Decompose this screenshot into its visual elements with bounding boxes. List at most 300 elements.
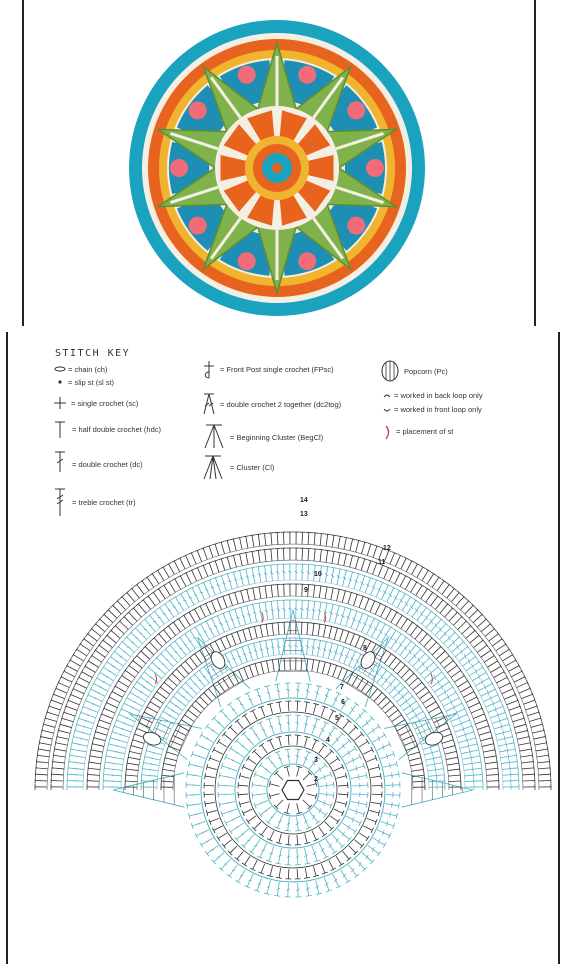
stitch-top	[182, 632, 187, 635]
stitch-top	[466, 678, 469, 683]
stitch-post	[523, 774, 535, 775]
key-item-sc	[54, 397, 139, 409]
double-crochet-icon	[55, 452, 65, 472]
stitch-top	[197, 668, 202, 672]
stitch-slash	[211, 587, 214, 588]
stitch-post	[535, 743, 547, 745]
stitch-post	[477, 619, 486, 627]
stitch-post	[375, 647, 381, 657]
stitch-post	[133, 740, 144, 744]
stitch-post	[328, 664, 331, 675]
stitch-slash	[194, 775, 195, 777]
stitch-post	[440, 604, 448, 613]
stitch-post	[336, 802, 346, 805]
stitch-post	[169, 564, 175, 575]
stitch-post	[153, 592, 160, 602]
stitch-slash	[321, 728, 324, 732]
stitch-post	[338, 785, 348, 786]
stitch-top	[101, 638, 105, 643]
stitch-post	[92, 744, 104, 747]
stitch-top	[440, 598, 445, 602]
stitch-post	[147, 577, 154, 587]
stitch-post	[175, 579, 181, 589]
stitch-post	[465, 605, 473, 614]
stitch-top	[205, 724, 209, 729]
stitch-top	[285, 830, 291, 831]
stitch-top	[304, 702, 310, 703]
stitch-post	[100, 619, 109, 627]
stitch-post	[440, 656, 449, 664]
stitch-top	[152, 694, 155, 699]
stitch-post	[141, 651, 150, 659]
stitch-top	[174, 727, 177, 732]
stitch-top	[109, 654, 113, 659]
stitch-post	[303, 773, 310, 780]
stitch-post	[254, 822, 261, 829]
stitch-post	[474, 640, 483, 647]
stitch-post	[215, 641, 221, 652]
stitch-slash	[358, 620, 361, 623]
stitch-post	[137, 728, 148, 732]
stitch-top	[333, 782, 334, 788]
stitch-top	[276, 877, 282, 878]
stitch-slash	[471, 755, 472, 761]
stitch-post	[491, 666, 501, 672]
stitch-post	[332, 551, 334, 563]
stitch-post	[329, 711, 334, 720]
stitch-top	[533, 759, 534, 765]
round-label: 7	[340, 684, 344, 691]
stitch-top	[77, 675, 80, 680]
stitch-post	[164, 630, 172, 639]
stitch-post	[321, 707, 325, 716]
stitch-post	[343, 721, 349, 729]
stitch-top	[172, 560, 177, 563]
stitch-post	[371, 776, 381, 778]
stitch-top	[183, 712, 186, 717]
stitch-top	[420, 628, 425, 632]
stitch-post	[481, 650, 491, 657]
stitch-top	[257, 721, 262, 724]
stitch-post	[115, 686, 125, 692]
spike-edge	[402, 790, 473, 807]
stitch-post	[448, 665, 458, 672]
stitch-top	[311, 639, 317, 640]
stitch-top	[436, 576, 441, 579]
stitch-slash	[409, 703, 411, 708]
stitch-post	[92, 656, 102, 663]
stitch-top	[359, 754, 362, 759]
stitch-top	[374, 643, 379, 646]
stitch-post	[233, 555, 236, 567]
stitch-post	[473, 614, 482, 622]
stitch-post	[473, 714, 484, 718]
stitch-post	[499, 649, 509, 656]
stitch-post	[209, 546, 213, 557]
stitch-post	[338, 536, 340, 548]
stitch-slash	[334, 879, 337, 883]
stitch-top	[295, 845, 301, 846]
stitch-top	[511, 652, 514, 657]
stitch-top	[509, 680, 512, 685]
stitch-top	[120, 673, 123, 678]
stitch-post	[221, 542, 224, 554]
stitch-slash	[508, 754, 509, 760]
stitch-top	[98, 670, 101, 675]
stitch-top	[139, 674, 143, 679]
stitch-top	[183, 572, 188, 575]
stitch-slash	[242, 615, 245, 616]
stitch-top	[171, 621, 176, 624]
stitch-slash	[422, 662, 425, 667]
stitch-slash	[186, 692, 188, 693]
key-item-slip-st	[58, 378, 114, 387]
round-label: 11	[378, 559, 386, 566]
stitch-top	[400, 712, 403, 717]
stitch-post	[336, 856, 341, 864]
stitch-post	[400, 730, 411, 735]
stitch-top	[304, 877, 310, 878]
stitch-post	[230, 846, 237, 853]
stitch-post	[79, 677, 90, 683]
stitch-top	[396, 708, 400, 713]
stitch-top	[431, 694, 434, 699]
key-label-sc: = single crochet (sc)	[71, 399, 139, 408]
stitch-post	[524, 700, 535, 704]
stitch-post	[230, 727, 237, 734]
stitch-post	[233, 672, 238, 683]
stitch-post	[506, 660, 516, 666]
stitch-top	[394, 655, 399, 659]
stitch-slash	[140, 633, 143, 634]
stitch-slash	[227, 802, 228, 804]
stitch-post	[259, 587, 261, 599]
stitch-post	[64, 671, 75, 677]
stitch-top	[489, 648, 492, 653]
stitch-post	[432, 577, 439, 587]
stitch-slash	[205, 589, 208, 590]
stitch-post	[502, 689, 513, 694]
stitch-top	[356, 674, 361, 677]
stitch-top	[548, 752, 549, 758]
stitch-post	[244, 667, 248, 678]
stitch-top	[142, 766, 143, 772]
stitch-top	[426, 569, 431, 572]
stitch-post	[148, 596, 155, 606]
stitch-post	[519, 688, 530, 693]
stitch-top	[266, 821, 271, 825]
stitch-post	[45, 718, 57, 721]
stitch-top	[405, 617, 410, 620]
stitch-top	[160, 566, 165, 569]
stitch-post	[37, 755, 49, 757]
stitch-post	[99, 645, 109, 652]
stitch-post	[365, 599, 369, 610]
stitch-top	[275, 638, 281, 639]
stitch-post	[154, 638, 162, 647]
stitch-top	[88, 765, 89, 771]
stitch-post	[359, 596, 363, 607]
stitch-post	[129, 665, 139, 672]
stitch-post	[333, 665, 337, 676]
stitch-top	[499, 664, 502, 669]
stitch-top	[192, 608, 197, 611]
stitch-post	[404, 741, 415, 745]
stitch-post	[233, 539, 236, 551]
stitch-post	[509, 706, 520, 710]
stitch-top	[311, 623, 317, 624]
stitch-top	[180, 717, 183, 722]
stitch-slash	[216, 585, 219, 586]
stitch-top	[332, 726, 337, 729]
stitch-post	[231, 634, 235, 645]
stitch-top	[75, 647, 78, 652]
stitch-post	[137, 656, 146, 664]
stitch-top	[94, 648, 97, 653]
stitch-top	[398, 771, 399, 777]
stitch-slash	[258, 884, 261, 885]
round-3-ring	[249, 746, 337, 834]
stitch-top	[224, 820, 227, 825]
stitch-post	[241, 591, 244, 603]
stitch-post	[297, 869, 298, 879]
stitch-post	[312, 660, 314, 672]
stitch-slash	[116, 751, 117, 753]
stitch-slash	[342, 832, 344, 837]
stitch-post	[514, 724, 526, 727]
round-4-ring	[235, 732, 351, 848]
stitch-top	[316, 821, 321, 825]
stitch-post	[217, 599, 221, 610]
stitch-top	[434, 699, 437, 704]
stitch-top	[318, 602, 324, 603]
stitch-slash	[372, 586, 375, 589]
stitch-top	[168, 599, 173, 602]
stitch-top	[481, 759, 482, 765]
stitch-post	[206, 603, 211, 614]
stitch-top	[146, 594, 151, 598]
stitch-top	[318, 549, 324, 550]
stitch-post	[350, 555, 353, 567]
stitch-post	[120, 621, 129, 629]
stitch-top	[188, 629, 193, 632]
stitch-top	[409, 727, 412, 732]
stitch-post	[313, 585, 314, 597]
stitch-top	[161, 709, 164, 714]
stitch-top	[69, 657, 72, 662]
stitch-top	[202, 665, 207, 669]
stitch-post	[448, 775, 460, 776]
stitch-post	[238, 785, 248, 786]
stitch-top	[36, 765, 37, 771]
stitch-post	[522, 768, 534, 769]
stitch-top	[305, 622, 311, 623]
stitch-post	[355, 636, 360, 647]
stitch-post	[334, 767, 343, 771]
stitch-post	[444, 661, 453, 669]
stitch-top	[106, 753, 107, 759]
stitch-post	[267, 661, 269, 673]
stitch-top	[339, 714, 344, 717]
stitch-top	[171, 694, 175, 699]
stitch-top	[90, 653, 93, 658]
round-label: 14	[300, 497, 308, 504]
stitch-slash	[219, 624, 222, 625]
stitch-slash	[507, 748, 508, 754]
stitch-post	[384, 568, 389, 579]
stitch-top	[469, 684, 472, 689]
stitch-post	[435, 600, 442, 609]
stitch-post	[413, 682, 422, 690]
stitch-post	[132, 589, 139, 598]
stitch-top	[117, 678, 120, 683]
stitch-post	[205, 776, 215, 778]
stitch-post	[436, 723, 447, 728]
dc2tog-icon	[204, 394, 214, 414]
stitch-post	[378, 565, 382, 576]
stitch-top	[360, 732, 364, 737]
stitch-post	[253, 588, 255, 600]
stitch-top	[256, 586, 262, 587]
stitch-top	[113, 649, 117, 654]
stitch-top	[461, 701, 464, 706]
stitch-post	[481, 738, 493, 741]
stitch-top	[435, 594, 440, 598]
stitch-top	[324, 763, 328, 768]
stitch-post	[305, 737, 308, 747]
stitch-post	[492, 639, 502, 646]
stitch-slash	[131, 642, 133, 643]
stitch-post	[462, 626, 471, 634]
stitch-slash	[153, 752, 154, 753]
stitch-top	[383, 605, 388, 608]
stitch-top	[177, 557, 182, 560]
stitch-top	[189, 586, 194, 589]
stitch-top	[345, 697, 350, 700]
stitch-slash	[152, 758, 153, 760]
stitch-post	[284, 658, 285, 670]
stitch-top	[95, 675, 98, 680]
stitch-post	[513, 718, 524, 722]
stitch-post	[371, 802, 381, 804]
stitch-slash	[358, 774, 359, 780]
stitch-top	[397, 589, 402, 592]
stitch-post	[142, 581, 149, 591]
stitch-post	[221, 559, 225, 570]
stitch-top	[415, 624, 420, 628]
placement-mark	[155, 674, 157, 684]
stitch-top	[158, 714, 161, 719]
stitch-top	[360, 844, 364, 849]
stitch-top	[521, 669, 524, 674]
stitch-slash	[270, 853, 273, 854]
stitch-post	[329, 627, 332, 639]
stitch-top	[246, 756, 249, 761]
stitch-top	[481, 765, 482, 771]
stitch-post	[279, 868, 281, 878]
stitch-post	[77, 649, 87, 656]
stitch-post	[521, 762, 533, 763]
stitch-top	[268, 565, 274, 566]
stitch-top	[336, 756, 339, 761]
stitch-post	[138, 604, 146, 613]
stitch-top	[305, 658, 311, 659]
stitch-top	[90, 626, 94, 631]
stitch-post	[180, 558, 185, 569]
stitch-post	[319, 745, 325, 753]
stitch-slash	[366, 855, 368, 860]
stitch-post	[330, 758, 338, 764]
stitch-top	[222, 844, 226, 849]
stitch-post	[445, 608, 453, 617]
stitch-top	[86, 631, 90, 636]
stitch-post	[70, 660, 80, 666]
stitch-post	[469, 703, 480, 708]
stitch-top	[275, 658, 281, 659]
stitch-top	[181, 614, 186, 617]
stitch-top	[336, 819, 339, 824]
stitch-top	[518, 663, 521, 668]
stitch-top	[205, 851, 209, 856]
stitch-top	[459, 766, 460, 772]
stitch-post	[53, 694, 64, 698]
stitch-top	[442, 760, 443, 766]
stitch-post	[56, 688, 67, 693]
stitch-top	[354, 702, 359, 706]
stitch-post	[402, 735, 413, 740]
stitch-slash	[135, 638, 138, 639]
key-item-placement	[386, 426, 454, 439]
stitch-post	[85, 666, 95, 672]
stitch-key-title: STITCH KEY	[55, 348, 130, 359]
stitch-post	[485, 762, 497, 764]
stitch-top	[249, 567, 255, 568]
stitch-post	[237, 721, 243, 729]
stitch-post	[248, 816, 256, 822]
stitch-post	[246, 536, 248, 548]
stitch-top	[317, 624, 323, 625]
stitch-post	[203, 548, 207, 559]
key-item-fpsc	[204, 361, 334, 378]
spike-rung	[436, 718, 440, 727]
stitch-post	[243, 809, 252, 813]
stitch-top	[243, 536, 249, 537]
stitch-post	[73, 689, 84, 694]
stitch-post	[111, 630, 120, 638]
stitch-slash	[190, 688, 193, 689]
stitch-post	[229, 594, 233, 605]
stitch-post	[214, 750, 223, 755]
stitch-top	[263, 624, 269, 625]
stitch-post	[130, 751, 142, 754]
stitch-post	[347, 672, 352, 683]
stitch-top	[325, 534, 331, 535]
stitch-top	[312, 565, 318, 566]
stitch-top	[177, 722, 180, 727]
stitch-top	[220, 677, 225, 680]
stitch-post	[509, 666, 520, 672]
stitch-post	[405, 579, 411, 589]
stitch-top	[348, 792, 349, 798]
stitch-top	[431, 572, 436, 575]
stitch-post	[426, 592, 433, 602]
stitch-top	[148, 699, 151, 704]
stitch-top	[262, 602, 268, 603]
photo-panel	[22, 0, 536, 326]
stitch-top	[186, 708, 190, 713]
stitch-top	[127, 760, 128, 766]
mandala-popcorn	[347, 217, 365, 235]
